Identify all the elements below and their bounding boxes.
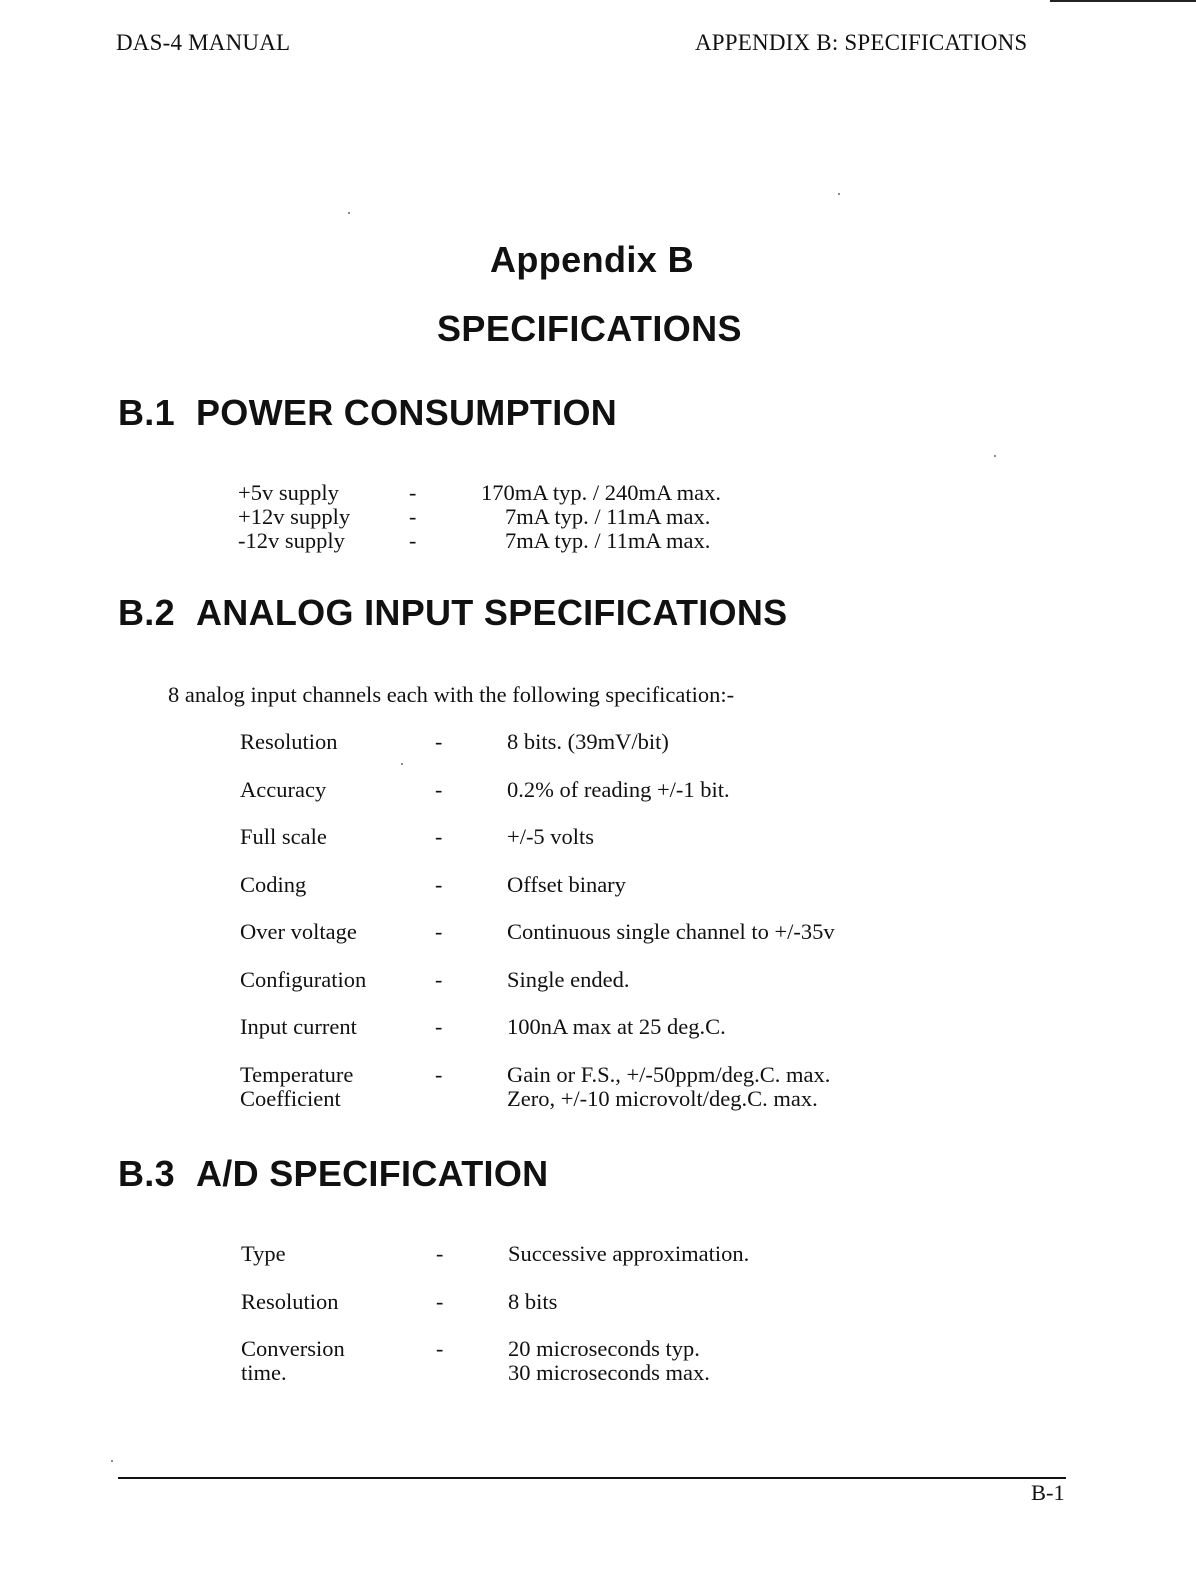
analog-intro: 8 analog input channels each with the following specification:- [168,682,735,707]
power-value-5v: 170mA typ. / 240mA max. [481,480,722,505]
power-label-5v: +5v supply [238,480,339,505]
analog-label-configuration: Configuration [240,967,367,992]
analog-label-over-voltage: Over voltage [240,919,357,944]
analog-value-gain: Gain or F.S., +/-50ppm/deg.C. max. [507,1062,831,1087]
analog-value-zero: Zero, +/-10 microvolt/deg.C. max. [507,1086,818,1111]
ad-value-resolution: 8 bits [508,1289,558,1314]
separator-dash: - [435,919,443,944]
separator-dash: - [436,1289,444,1314]
section-title: POWER CONSUMPTION [196,392,618,433]
separator-dash: - [435,1014,443,1039]
scan-speck [348,212,350,214]
section-title: ANALOG INPUT SPECIFICATIONS [196,592,788,633]
scan-speck [994,455,996,457]
separator-dash: - [436,1241,444,1266]
power-label-12v: +12v supply [238,504,351,529]
analog-label-resolution: Resolution [240,729,338,754]
separator-dash: - [409,528,417,553]
section-heading-analog [118,592,787,634]
top-edge-rule [1050,0,1196,2]
footer-rule [118,1477,1066,1479]
analog-value-resolution: 8 bits. (39mV/bit) [507,729,669,754]
analog-label-temperature: Temperature [240,1062,354,1087]
ad-label-conversion: Conversion [241,1336,345,1361]
separator-dash: - [435,777,443,802]
ad-value-type: Successive approximation. [508,1241,750,1266]
page-number: B-1 [1031,1480,1065,1505]
power-value-minus12v: 7mA typ. / 11mA max. [505,528,711,553]
section-number: B.1 [118,392,175,433]
separator-dash: - [435,1062,443,1087]
section-title: A/D SPECIFICATION [196,1153,549,1194]
separator-dash: - [409,504,417,529]
appendix-subtitle: SPECIFICATIONS [437,308,742,349]
separator-dash: - [436,1336,444,1361]
ad-value-typical: 20 microseconds typ. [508,1336,700,1361]
analog-value-accuracy: 0.2% of reading +/-1 bit. [507,777,730,802]
analog-value-configuration: Single ended. [507,967,630,992]
analog-label-coding: Coding [240,872,307,897]
analog-value-full-scale: +/-5 volts [507,824,595,849]
analog-value-coding: Offset binary [507,872,626,897]
section-number: B.2 [118,592,175,633]
power-label-minus12v: -12v supply [238,528,345,553]
separator-dash: - [435,729,443,754]
analog-value-over-voltage: Continuous single channel to +/-35v [507,919,835,944]
ad-label-resolution: Resolution [241,1289,339,1314]
analog-label-full-scale: Full scale [240,824,327,849]
scan-speck [401,763,403,765]
separator-dash: - [409,480,417,505]
ad-label-time: time. [241,1360,287,1385]
separator-dash: - [435,967,443,992]
ad-value-maximum: 30 microseconds max. [508,1360,710,1385]
ad-label-type: Type [241,1241,286,1266]
scan-speck [111,1460,113,1462]
analog-value-input-current: 100nA max at 25 deg.C. [507,1014,726,1039]
running-header-right: APPENDIX B: SPECIFICATIONS [695,30,1028,55]
running-header-left: DAS-4 MANUAL [116,30,291,55]
separator-dash: - [435,872,443,897]
section-heading-power [118,392,617,434]
separator-dash: - [435,824,443,849]
appendix-title: Appendix B [490,239,695,280]
section-heading-ad [118,1153,548,1195]
analog-label-accuracy: Accuracy [240,777,327,802]
section-number: B.3 [118,1153,175,1194]
analog-label-coefficient: Coefficient [240,1086,341,1111]
power-value-12v: 7mA typ. / 11mA max. [505,504,711,529]
scan-speck [838,193,840,195]
analog-label-input-current: Input current [240,1014,357,1039]
